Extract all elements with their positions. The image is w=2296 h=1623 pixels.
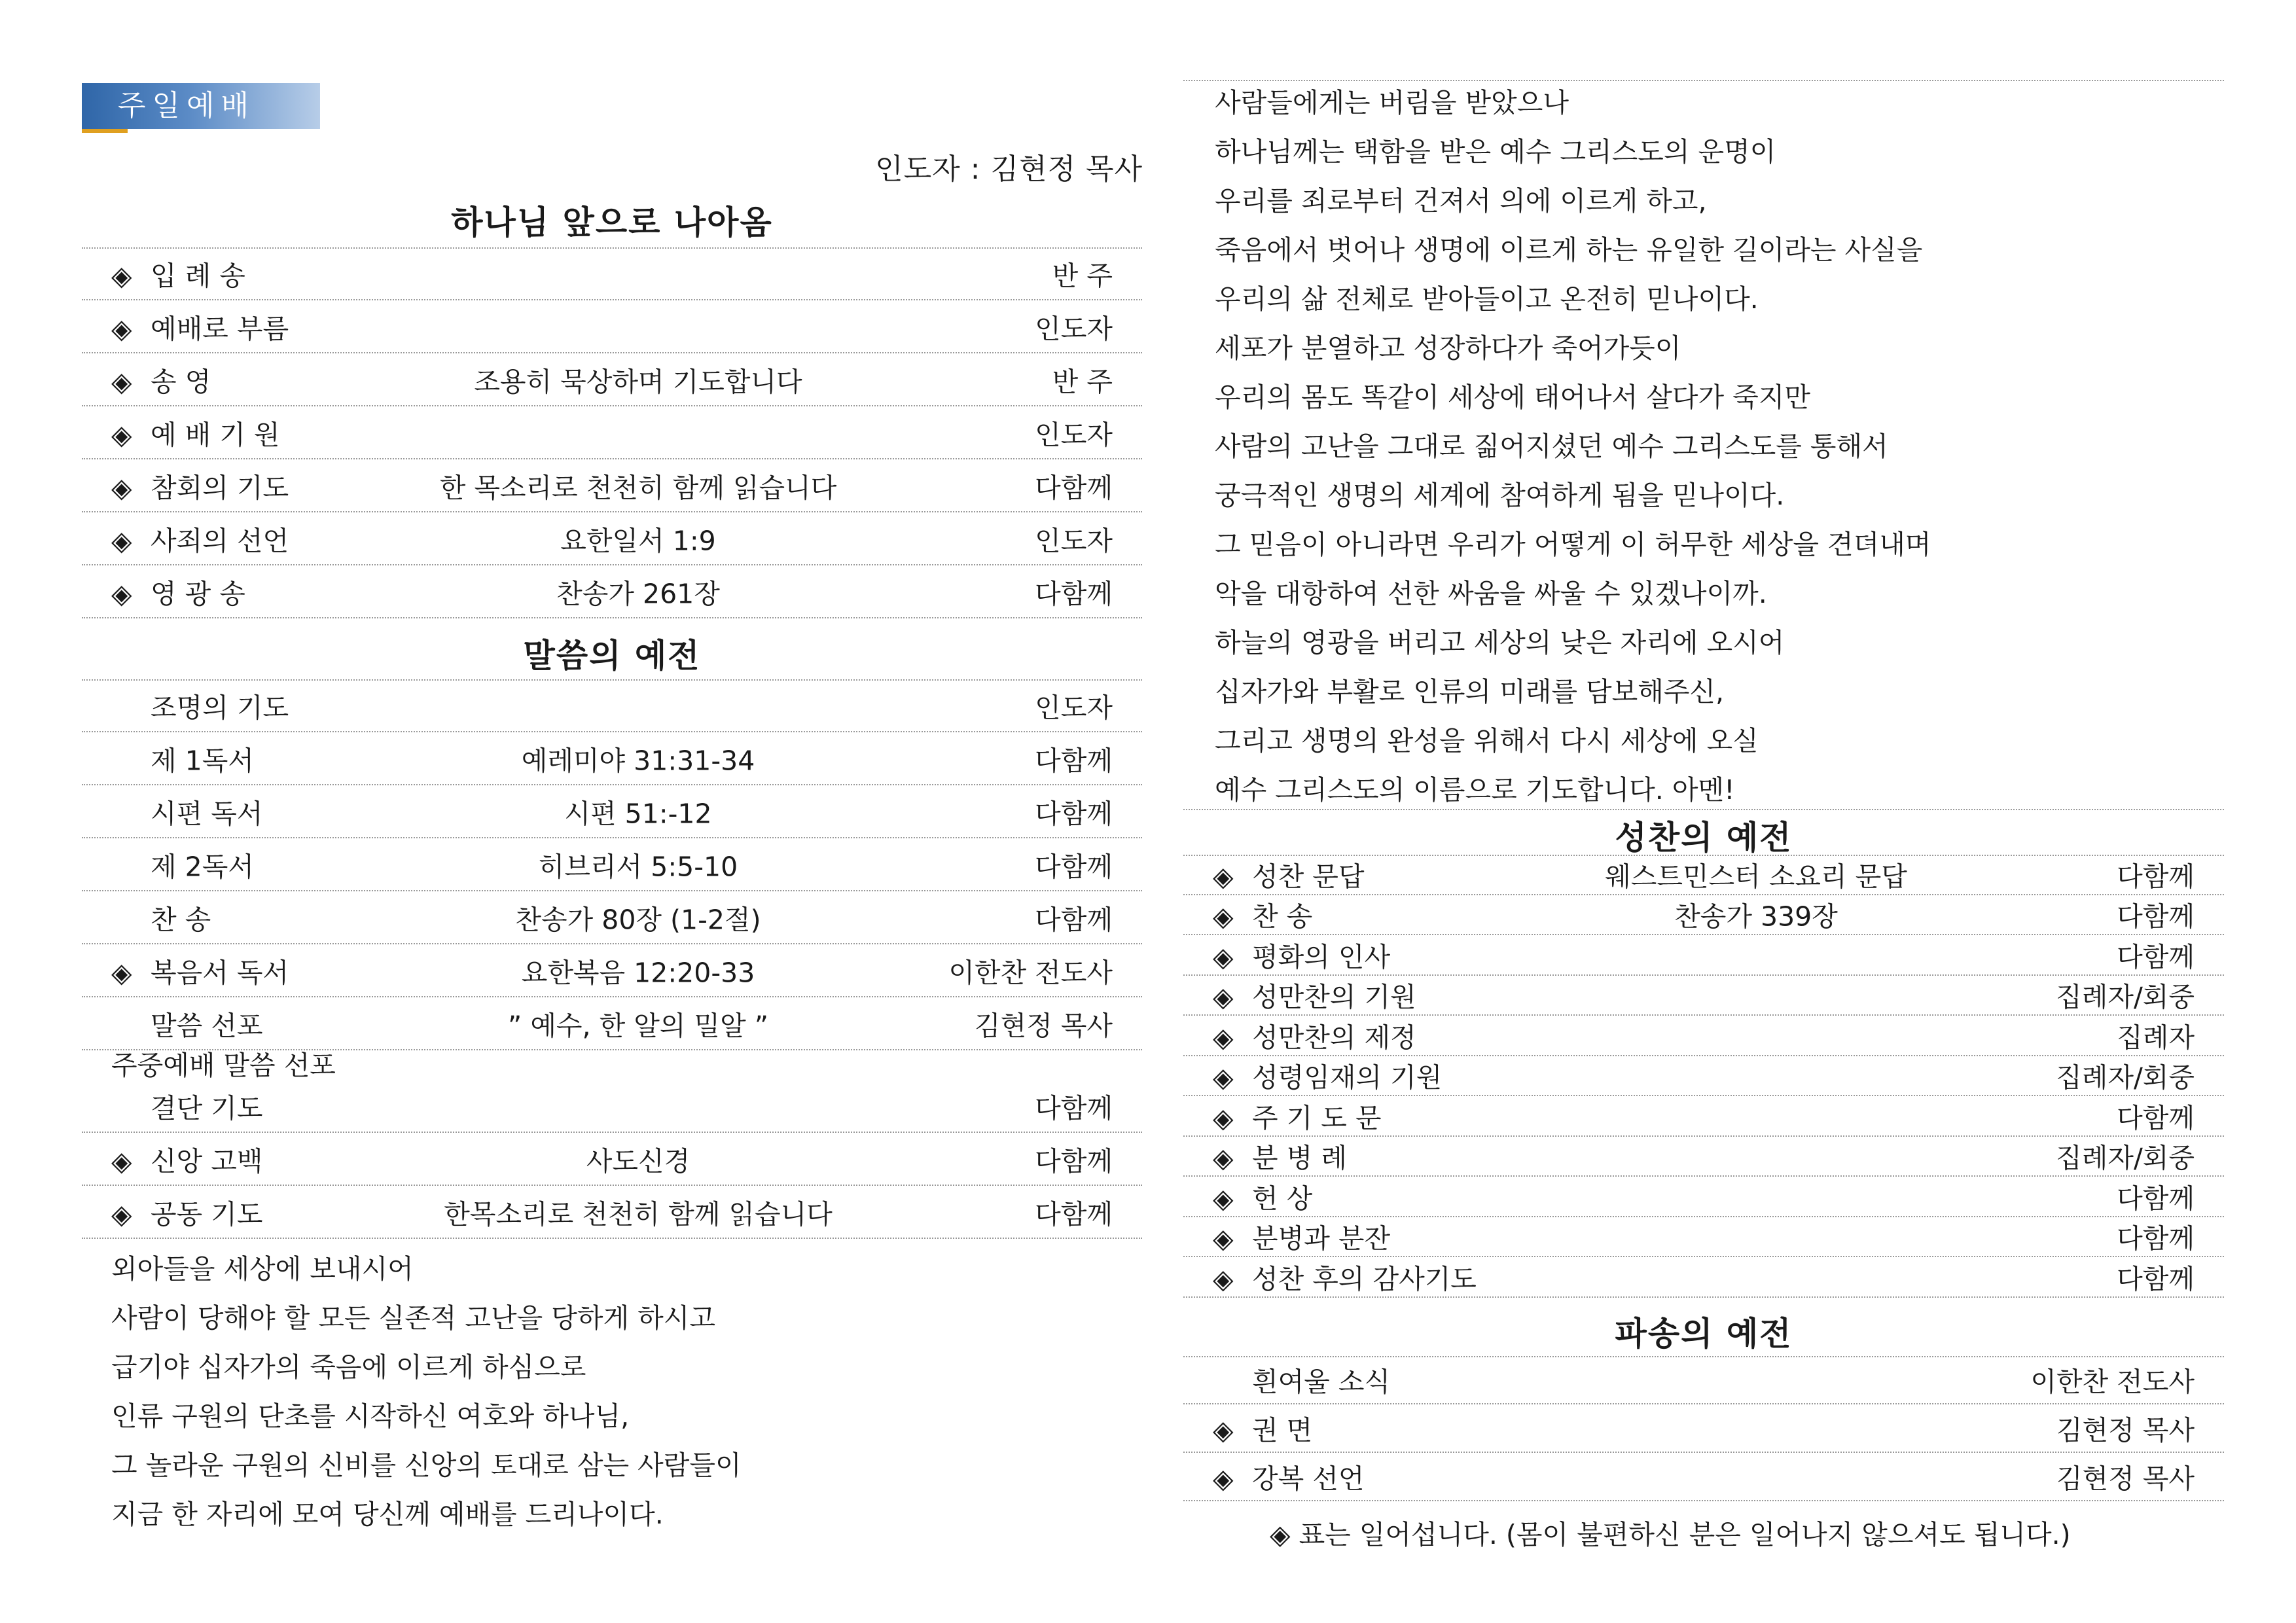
order-item-label: 조명의 기도	[151, 692, 289, 723]
standing-mark-icon: ◈	[111, 366, 132, 397]
order-item-leader: 다함께	[1035, 1198, 1113, 1230]
prayer-line: 그 믿음이 아니라면 우리가 어떻게 이 허무한 세상을 견뎌내며	[1215, 529, 1931, 560]
order-item-label: 입 례 송	[151, 260, 245, 291]
standing-mark-icon: ◈	[1213, 1022, 1234, 1054]
order-item-leader: 이한찬 전도사	[2030, 1366, 2195, 1398]
standing-mark-icon: ◈	[1213, 901, 1234, 933]
order-item-leader: 인도자	[1035, 525, 1113, 556]
order-item-label: 제 1독서	[151, 745, 254, 776]
prayer-line: 급기야 십자가의 죽음에 이르게 하심으로	[111, 1351, 586, 1383]
order-item-label: 흰여울 소식	[1252, 1366, 1391, 1398]
prayer-line: 그리고 생명의 완성을 위해서 다시 세상에 오실	[1215, 725, 1759, 757]
order-item-detail: 사도신경	[586, 1145, 691, 1177]
order-item-name	[111, 1192, 262, 1231]
order-row	[82, 1080, 1142, 1133]
order-item-label: 성찬 후의 감사기도	[1252, 1263, 1477, 1295]
order-item-label: 강복 선언	[1252, 1463, 1365, 1495]
order-item-label: 평화의 인사	[1252, 941, 1391, 973]
order-item-leader: 집례자/회중	[2056, 981, 2195, 1013]
order-item-name	[111, 898, 211, 936]
order-item-name	[1213, 935, 1390, 974]
order-item-name	[111, 466, 289, 505]
opening-prayer-text	[111, 1245, 742, 1539]
order-item-name	[1213, 895, 1312, 934]
order-row	[82, 247, 1142, 300]
standing-mark-icon: ◈	[1213, 1222, 1234, 1255]
order-item-label: 송 영	[151, 366, 211, 397]
prayer-line: 하늘의 영광을 버리고 세상의 낮은 자리에 오시어	[1215, 627, 1785, 658]
order-item-name	[111, 1086, 262, 1125]
standing-mark-icon: ◈	[1213, 1061, 1234, 1094]
order-item-name	[1213, 1457, 1364, 1496]
order-item-leader: 다함께	[1035, 798, 1113, 829]
order-item-label: 예배로 부름	[151, 313, 289, 344]
order-item-name	[1213, 1177, 1312, 1215]
order-item-leader: 다함께	[1035, 472, 1113, 503]
prayer-line: 우리를 죄로부터 건져서 의에 이르게 하고,	[1215, 185, 1707, 217]
order-item-leader: 집례자/회중	[2056, 1142, 2195, 1174]
order-item-detail: 찬송가 80장 (1-2절)	[515, 904, 761, 935]
order-row	[82, 1133, 1142, 1186]
prayer-line: 세포가 분열하고 성장하다가 죽어가듯이	[1215, 332, 1681, 364]
order-item-leader: 다함께	[1035, 904, 1113, 935]
standing-mark-icon: ◈	[111, 1145, 132, 1177]
prayer-line: 인류 구원의 단초를 시작하신 여호와 하나님,	[111, 1400, 630, 1432]
order-item-leader: 다함께	[1035, 851, 1113, 882]
standing-mark-icon: ◈	[111, 578, 132, 609]
standing-mark-icon: ◈	[111, 419, 132, 450]
section-title-approach: 하나님 앞으로 나아옴	[451, 204, 773, 241]
order-item-leader: 다함께	[2117, 1222, 2195, 1255]
order-item-leader: 다함께	[2117, 1183, 2195, 1215]
order-item-name	[1213, 1137, 1347, 1175]
service-title-badge	[82, 83, 320, 129]
order-item-label: 찬 송	[151, 904, 211, 935]
order-row	[1183, 976, 2224, 1016]
leader-line: 인도자 : 김현정 목사	[875, 152, 1143, 186]
order-item-name	[111, 951, 289, 990]
order-item-leader: 김현정 목사	[974, 1010, 1113, 1041]
order-item-name	[1213, 1361, 1390, 1399]
prayer-line: 외아들을 세상에 보내시어	[111, 1253, 414, 1285]
standing-mark-icon: ◈	[111, 313, 132, 344]
order-row	[1183, 935, 2224, 976]
service-title: 주일예배	[118, 89, 256, 122]
order-item-detail: 한목소리로 천천히 함께 읽습니다	[444, 1198, 833, 1230]
standing-mark-icon: ◈	[1213, 1463, 1234, 1495]
badge-accent	[82, 129, 128, 133]
order-item-detail: 예레미야 31:31-34	[521, 745, 755, 776]
order-item-leader: 김현정 목사	[2056, 1463, 2195, 1495]
order-item-detail: ” 예수, 한 알의 밀알 ”	[508, 1010, 768, 1041]
prayer-line: 사람의 고난을 그대로 짊어지셨던 예수 그리스도를 통해서	[1215, 431, 1888, 462]
prayer-line: 하나님께는 택함을 받은 예수 그리스도의 운명이	[1215, 136, 1776, 168]
order-item-detail: 시편 51:-12	[564, 798, 712, 829]
order-row	[82, 565, 1142, 618]
order-item-leader: 집례자/회중	[2056, 1061, 2195, 1094]
order-item-leader: 인도자	[1035, 692, 1113, 723]
order-row	[82, 1186, 1142, 1239]
order-row	[82, 732, 1142, 785]
standing-mark-icon: ◈	[1213, 1263, 1234, 1295]
order-item-label: 참회의 기도	[151, 472, 289, 503]
order-item-label: 신앙 고백	[151, 1145, 263, 1177]
order-item-label: 결단 기도	[151, 1092, 263, 1124]
order-item-name	[111, 307, 289, 346]
order-item-leader: 다함께	[1035, 745, 1113, 776]
order-item-leader: 다함께	[2117, 1263, 2195, 1295]
prayer-line: 지금 한 자리에 모여 당신께 예배를 드리나이다.	[111, 1499, 664, 1530]
order-item-detail: 요한일서 1:9	[560, 525, 716, 556]
order-item-name	[1213, 1056, 1442, 1095]
order-item-leader: 인도자	[1035, 419, 1113, 450]
order-item-label: 예 배 기 원	[151, 419, 280, 450]
order-item-label: 사죄의 선언	[151, 525, 289, 556]
order-row	[82, 406, 1142, 459]
order-item-name	[1213, 1016, 1416, 1054]
order-row	[1183, 1096, 2224, 1137]
order-item-name	[111, 254, 245, 293]
order-item-label: 시편 독서	[151, 798, 263, 829]
order-item-leader: 인도자	[1035, 313, 1113, 344]
order-item-label: 찬 송	[1252, 901, 1313, 933]
order-row	[1183, 1453, 2224, 1501]
standing-note: ◈ 표는 일어섭니다. (몸이 불편하신 분은 일어나지 않으셔도 됩니다.)	[1270, 1519, 2071, 1550]
order-item-leader: 반 주	[1052, 260, 1113, 291]
standing-mark-icon: ◈	[111, 957, 132, 988]
order-row	[1183, 1257, 2224, 1298]
order-row	[82, 944, 1142, 997]
prayer-line: 그 놀라운 구원의 신비를 신앙의 토대로 삼는 사람들이	[111, 1450, 742, 1481]
order-row	[1183, 855, 2224, 895]
standing-mark-icon: ◈	[111, 1198, 132, 1230]
order-item-label: 성찬 문답	[1252, 861, 1365, 893]
order-row	[82, 459, 1142, 512]
order-row	[82, 512, 1142, 565]
standing-mark-icon: ◈	[1213, 1183, 1234, 1215]
order-item-leader: 다함께	[1035, 1092, 1113, 1124]
order-row	[82, 997, 1142, 1050]
order-row	[1183, 1356, 2224, 1404]
order-item-detail: 요한복음 12:20-33	[521, 957, 755, 988]
standing-mark-icon: ◈	[1213, 941, 1234, 973]
order-row	[82, 300, 1142, 353]
order-item-leader: 다함께	[1035, 1145, 1113, 1177]
prayer-line: 우리의 삶 전체로 받아들이고 온전히 믿나이다.	[1215, 283, 1759, 315]
order-item-label: 영 광 송	[151, 578, 245, 609]
order-item-name	[111, 792, 262, 830]
order-item-leader: 다함께	[2117, 901, 2195, 933]
order-row	[1183, 1217, 2224, 1258]
order-item-name	[111, 360, 211, 399]
order-item-leader: 반 주	[1052, 366, 1113, 397]
order-row	[1183, 895, 2224, 936]
order-item-name	[111, 845, 254, 883]
order-item-label: 공동 기도	[151, 1198, 263, 1230]
order-item-leader: 이한찬 전도사	[948, 957, 1113, 988]
prayer-line: 죽음에서 벗어나 생명에 이르게 하는 유일한 길이라는 사실을	[1215, 234, 1923, 266]
prayer-line: 사람들에게는 버림을 받았으나	[1215, 87, 1569, 118]
order-item-name	[1213, 855, 1364, 893]
order-item-name	[111, 686, 289, 724]
order-item-leader: 집례자	[2117, 1022, 2195, 1054]
standing-mark-icon: ◈	[1213, 1414, 1234, 1446]
order-item-label: 성령임재의 기원	[1252, 1061, 1443, 1094]
standing-mark-icon: ◈	[1213, 861, 1234, 893]
order-item-name	[111, 413, 280, 452]
order-row	[1183, 1177, 2224, 1217]
order-row	[1183, 1056, 2224, 1097]
prayer-line: 우리의 몸도 똑같이 세상에 태어나서 살다가 죽지만	[1215, 382, 1810, 413]
order-row	[1183, 1137, 2224, 1177]
order-item-detail: 히브리서 5:5-10	[538, 851, 738, 882]
standing-mark-icon: ◈	[111, 525, 132, 556]
order-item-detail: 찬송가 339장	[1674, 901, 1838, 933]
order-item-name	[1213, 1217, 1390, 1256]
standing-mark-icon: ◈	[111, 260, 132, 291]
order-item-label: 주 기 도 문	[1252, 1102, 1382, 1134]
order-item-name	[1213, 1257, 1477, 1296]
order-item-name	[111, 519, 289, 558]
order-item-name	[111, 572, 245, 611]
section-title-eucharist: 성찬의 예전	[1615, 819, 1793, 857]
order-item-name	[1213, 1409, 1312, 1448]
order-item-leader: 다함께	[1035, 578, 1113, 609]
order-item-leader: 다함께	[2117, 1102, 2195, 1134]
order-item-leader: 다함께	[2117, 861, 2195, 893]
standing-mark-icon: ◈	[1213, 1102, 1234, 1134]
prayer-line: 십자가와 부활로 인류의 미래를 담보해주신,	[1215, 676, 1725, 707]
order-item-name	[111, 1139, 262, 1178]
order-item-label: 성만찬의 기원	[1252, 981, 1416, 1013]
order-row	[82, 785, 1142, 838]
order-item-name	[1213, 1096, 1382, 1135]
standing-mark-icon: ◈	[111, 472, 132, 503]
order-item-detail: 웨스트민스터 소요리 문답	[1605, 861, 1907, 893]
order-row	[82, 838, 1142, 891]
order-item-detail: 찬송가 261장	[556, 578, 720, 609]
order-item-label: 제 2독서	[151, 851, 254, 882]
order-item-label: 헌 상	[1252, 1183, 1313, 1215]
order-row	[1183, 1016, 2224, 1056]
order-row	[82, 891, 1142, 944]
order-item-detail: 조용히 묵상하며 기도합니다	[474, 366, 802, 397]
standing-mark-icon: ◈	[1213, 981, 1234, 1013]
order-item-label: 분병과 분잔	[1252, 1222, 1391, 1255]
order-item-name	[1213, 976, 1416, 1014]
section-title-word: 말씀의 예전	[523, 637, 701, 675]
prayer-line: 사람이 당해야 할 모든 실존적 고난을 당하게 하시고	[111, 1302, 715, 1334]
order-item-label: 말씀 선포	[151, 1010, 263, 1041]
order-item-name	[111, 739, 254, 777]
order-item-leader: 다함께	[2117, 941, 2195, 973]
order-row	[82, 353, 1142, 406]
order-row	[82, 679, 1142, 732]
order-item-leader: 김현정 목사	[2056, 1414, 2195, 1446]
order-item-label: 권 면	[1252, 1414, 1313, 1446]
divider	[1183, 809, 2224, 810]
order-item-label: 분 병 례	[1252, 1142, 1347, 1174]
prayer-line: 궁극적인 생명의 세계에 참여하게 됨을 믿나이다.	[1215, 480, 1785, 511]
prayer-continuation-text	[1215, 79, 1931, 815]
standing-mark-icon: ◈	[1213, 1142, 1234, 1174]
prayer-line: 악을 대항하여 선한 싸움을 싸울 수 있겠나이까.	[1215, 578, 1767, 609]
prayer-line: 예수 그리스도의 이름으로 기도합니다. 아멘!	[1215, 774, 1735, 806]
order-item-label: 성만찬의 제정	[1252, 1022, 1416, 1054]
section-title-sending: 파송의 예전	[1615, 1315, 1793, 1353]
order-item-label: 복음서 독서	[151, 957, 289, 988]
order-item-detail: 한 목소리로 천천히 함께 읽습니다	[439, 472, 837, 503]
order-item-name	[111, 1004, 262, 1043]
order-row	[1183, 1404, 2224, 1453]
weekday-sermon-line: 주중예배 말씀 선포	[111, 1050, 336, 1081]
